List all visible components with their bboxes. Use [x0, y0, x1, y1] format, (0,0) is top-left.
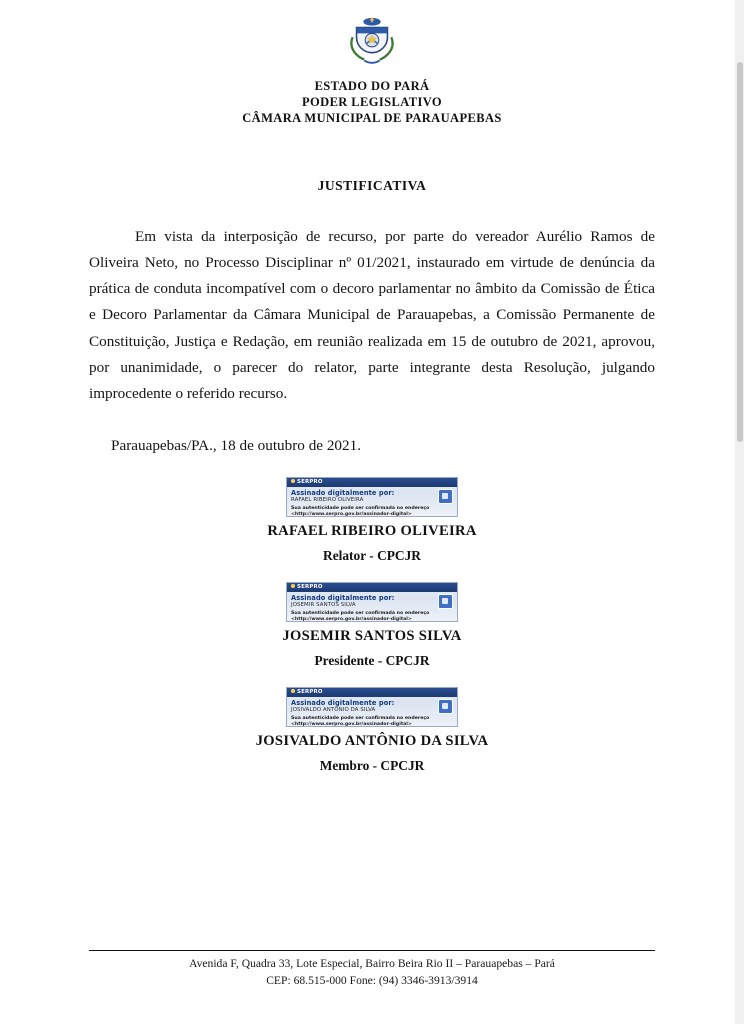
stamp-url: <http://www.serpro.gov.br/assinador-digital> — [291, 616, 412, 622]
page-title: JUSTIFICATIVA — [317, 178, 427, 193]
stamp-label: Assinado digitalmente por: — [291, 698, 395, 707]
document-header — [0, 0, 744, 126]
certificate-seal-icon — [438, 699, 453, 714]
vertical-scrollbar[interactable] — [735, 0, 744, 1024]
signatory-name: RAFAEL RIBEIRO OLIVEIRA — [267, 522, 477, 539]
document-body — [89, 224, 655, 774]
serpro-brand-bar — [287, 688, 457, 697]
signatory-role: Presidente - CPCJR — [314, 652, 430, 668]
place-and-date: Parauapebas/PA., 18 de outubro de 2021. — [111, 436, 361, 454]
footer-divider — [89, 950, 655, 951]
footer-address: Avenida F, Quadra 33, Lote Especial, Bairro Beira Rio II – Parauapebas – Pará — [189, 957, 555, 971]
serpro-brand-label: SERPRO — [297, 478, 323, 485]
org-line-state: ESTADO DO PARÁ — [314, 79, 430, 93]
footer-contact: CEP: 68.515-000 Fone: (94) 3346-3913/3914 — [266, 974, 478, 988]
stamp-note: Sua autenticidade pode ser confirmada no endereço — [291, 715, 430, 721]
serpro-logo-icon — [291, 689, 295, 693]
signatory-role: Relator - CPCJR — [323, 547, 421, 563]
serpro-signature-stamp — [286, 477, 458, 517]
stamp-url: <http://www.serpro.gov.br/assinador-digital> — [291, 511, 412, 517]
document-footer — [0, 950, 744, 990]
serpro-brand-bar — [287, 478, 457, 487]
serpro-signature-stamp — [286, 582, 458, 622]
serpro-signature-stamp — [286, 687, 458, 727]
serpro-logo-icon — [291, 479, 295, 483]
signatory-name: JOSEMIR SANTOS SILVA — [282, 627, 462, 644]
stamp-signer: JOSEMIR SANTOS SILVA — [291, 601, 356, 608]
org-heading — [0, 78, 744, 126]
signatory-name: JOSIVALDO ANTÔNIO DA SILVA — [255, 732, 489, 749]
org-line-branch: PODER LEGISLATIVO — [301, 95, 443, 109]
stamp-label: Assinado digitalmente por: — [291, 488, 395, 497]
certificate-seal-icon — [438, 594, 453, 609]
org-line-chamber: CÂMARA MUNICIPAL DE PARAUAPEBAS — [242, 111, 502, 125]
signatory-role: Membro - CPCJR — [319, 757, 425, 773]
signature-block-presidente — [89, 582, 655, 669]
stamp-signer: JOSIVALDO ANTÔNIO DA SILVA — [291, 706, 376, 713]
serpro-brand-label: SERPRO — [297, 688, 323, 695]
stamp-note: Sua autenticidade pode ser confirmada no endereço — [291, 610, 430, 616]
scrollbar-thumb[interactable] — [737, 62, 743, 442]
serpro-brand-bar — [287, 583, 457, 592]
para-state-coat-of-arms-icon — [343, 14, 401, 72]
certificate-seal-icon — [438, 489, 453, 504]
stamp-label: Assinado digitalmente por: — [291, 593, 395, 602]
stamp-url: <http://www.serpro.gov.br/assinador-digital> — [291, 721, 412, 727]
serpro-brand-label: SERPRO — [297, 583, 323, 590]
stamp-note: Sua autenticidade pode ser confirmada no endereço — [291, 505, 430, 511]
stamp-signer: RAFAEL RIBEIRO OLIVEIRA — [291, 496, 364, 503]
signature-block-relator — [89, 477, 655, 564]
signature-block-membro — [89, 687, 655, 774]
justification-paragraph: Em vista da interposição de recurso, por parte do vereador Aurélio Ramos de Oliveira Neto, no Processo Disciplinar nº 01/2021, instaurado em virtude de denúncia da prática de conduta incompatível com o decoro parlamentar no âmbito da Comissão de Ética e Decoro Parlamentar da Câmara Municipal de Parauapebas, a Comissão Permanente de Constituição, Justiça e Redação, em reunião realizada em 15 de outubro de 2021, aprovou, por unanimidade, o parecer do relator, parte integrante desta Resolução, julgando improcedente o referido recurso. — [89, 228, 655, 402]
serpro-logo-icon — [291, 584, 295, 588]
